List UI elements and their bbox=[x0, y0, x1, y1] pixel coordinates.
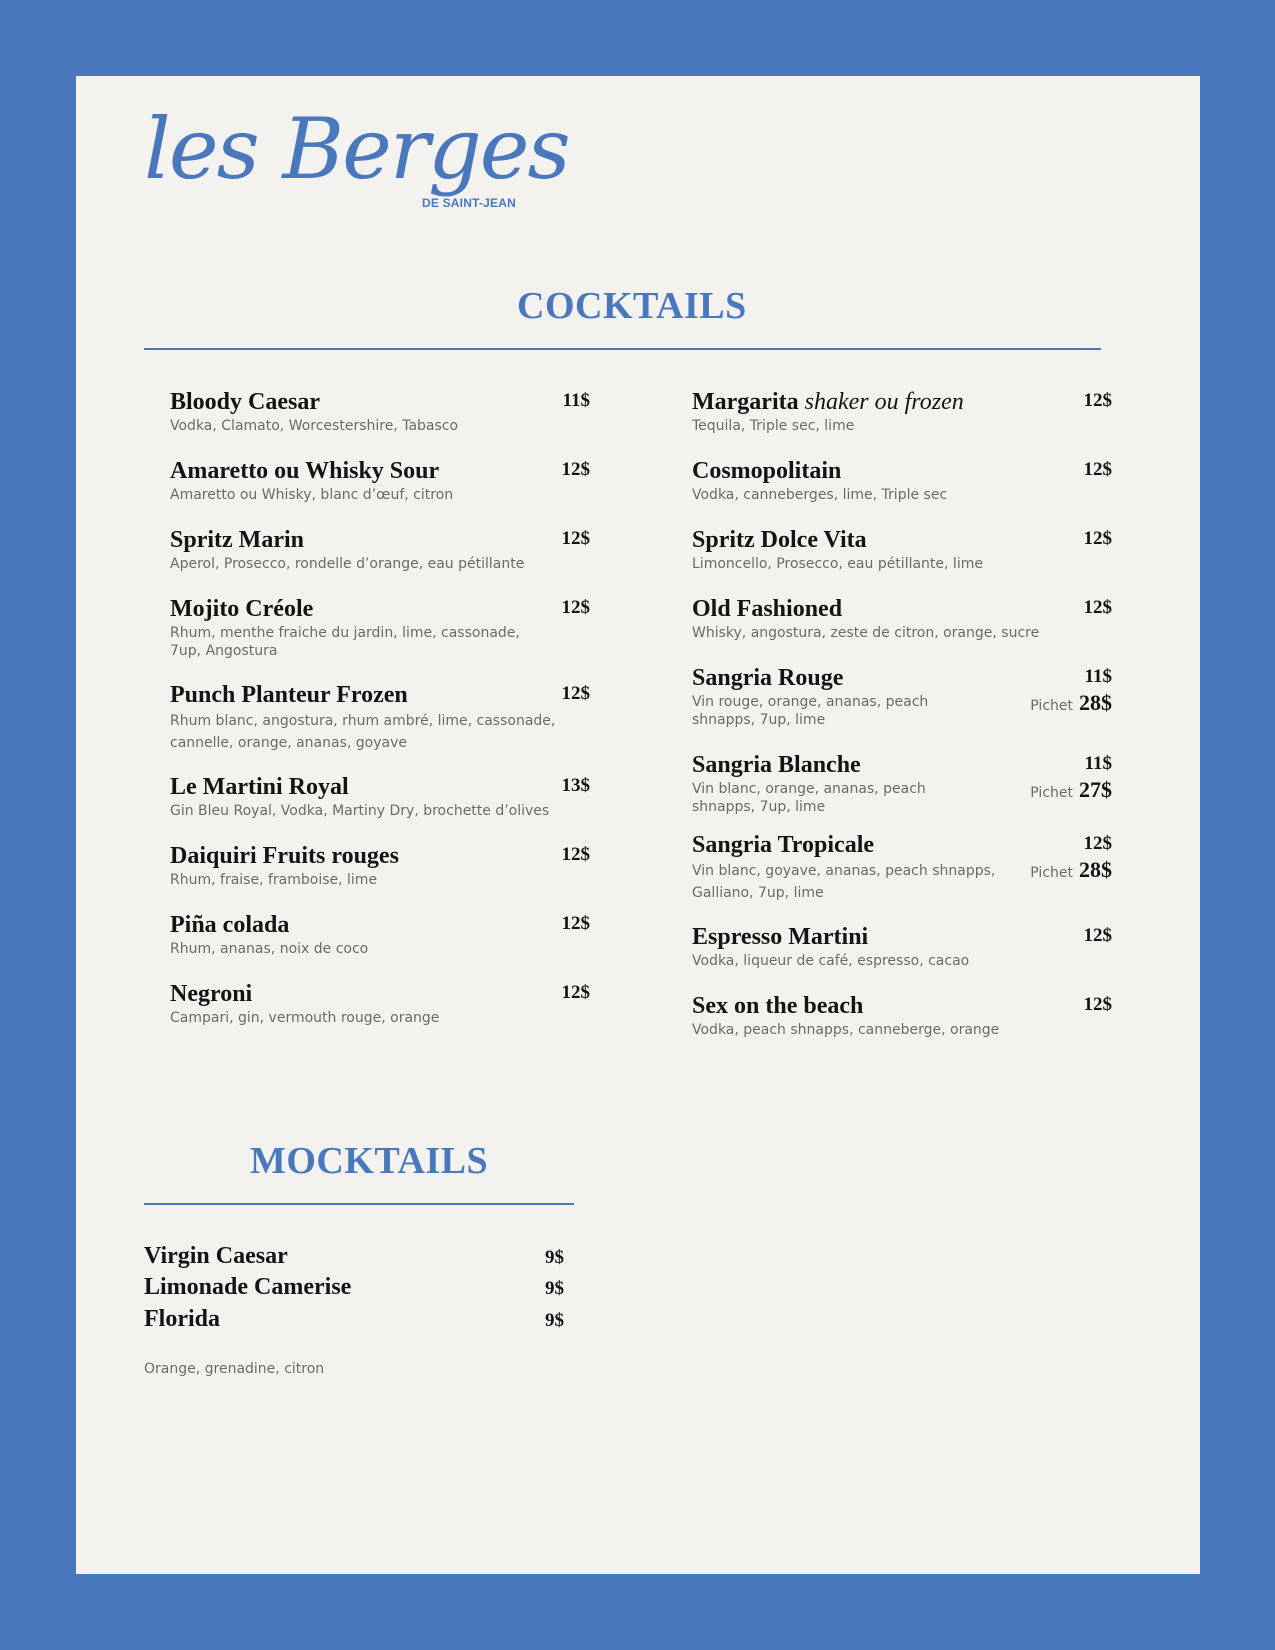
logo-script: les Berges bbox=[144, 100, 569, 198]
menu-item bbox=[170, 681, 590, 754]
item-description: Tequila, Triple sec, lime bbox=[692, 418, 855, 434]
menu-item bbox=[692, 831, 1112, 904]
menu-item bbox=[170, 911, 590, 958]
mocktail-item bbox=[144, 1243, 564, 1273]
pichet-price bbox=[1030, 690, 1112, 716]
item-price: 11$ bbox=[1084, 753, 1112, 774]
item-description: Rhum, ananas, noix de coco bbox=[170, 941, 369, 957]
logo-subtitle: DE SAINT-JEAN bbox=[422, 196, 516, 210]
item-name: Spritz Marin bbox=[170, 527, 304, 553]
item-price: 11$ bbox=[562, 390, 590, 411]
menu-item bbox=[692, 526, 1112, 573]
item-price: 12$ bbox=[1083, 925, 1112, 946]
item-price: 12$ bbox=[561, 528, 590, 549]
pichet-label: Pichet bbox=[1030, 698, 1073, 714]
item-description: Vin blanc, orange, ananas, peach shnapps, 7up, lime bbox=[692, 781, 926, 815]
item-description: Campari, gin, vermouth rouge, orange bbox=[170, 1010, 440, 1026]
menu-item bbox=[170, 842, 590, 889]
pichet-label: Pichet bbox=[1030, 865, 1073, 881]
item-description: Gin Bleu Royal, Vodka, Martiny Dry, brochette d’olives bbox=[170, 803, 550, 819]
item-price: 12$ bbox=[1083, 459, 1112, 480]
item-note: shaker ou frozen bbox=[804, 389, 964, 415]
menu-item bbox=[692, 457, 1112, 504]
item-name: Espresso Martini bbox=[692, 924, 869, 950]
pichet-label: Pichet bbox=[1030, 785, 1073, 801]
menu-item bbox=[170, 526, 590, 573]
item-name: Sangria Blanche bbox=[692, 752, 861, 778]
item-description: Vodka, Clamato, Worcestershire, Tabasco bbox=[170, 418, 459, 434]
item-price: 12$ bbox=[561, 683, 590, 704]
item-description: Rhum, fraise, framboise, lime bbox=[170, 872, 378, 888]
item-description: Amaretto ou Whisky, blanc d’œuf, citron bbox=[170, 487, 454, 503]
item-description: Rhum, menthe fraiche du jardin, lime, cassonade, 7up, Angostura bbox=[170, 625, 520, 659]
pichet-value: 27$ bbox=[1079, 777, 1112, 802]
menu-item bbox=[170, 457, 590, 504]
item-name: Sex on the beach bbox=[692, 993, 864, 1019]
item-name: Margarita bbox=[692, 389, 799, 415]
pichet-value: 28$ bbox=[1079, 857, 1112, 882]
menu-item bbox=[170, 388, 590, 435]
mocktail-item bbox=[144, 1274, 564, 1304]
item-price: 12$ bbox=[561, 913, 590, 934]
menu-item bbox=[170, 595, 590, 660]
menu-item bbox=[692, 992, 1112, 1039]
pichet-price bbox=[1030, 857, 1112, 883]
item-price: 9$ bbox=[545, 1247, 564, 1268]
item-name: Mojito Créole bbox=[170, 596, 314, 622]
menu-item bbox=[692, 388, 1112, 435]
item-name: Le Martini Royal bbox=[170, 774, 349, 800]
item-price: 12$ bbox=[561, 844, 590, 865]
item-description: Aperol, Prosecco, rondelle d’orange, eau pétillante bbox=[170, 556, 525, 572]
item-price: 12$ bbox=[1083, 994, 1112, 1015]
item-description: Rhum blanc, angostura, rhum ambré, lime, cassonade, cannelle, orange, ananas, goyave bbox=[170, 713, 556, 751]
menu-item bbox=[692, 595, 1112, 642]
item-description: Vodka, liqueur de café, espresso, cacao bbox=[692, 953, 970, 969]
item-name: Sangria Rouge bbox=[692, 665, 844, 691]
mocktail-note: Orange, grenadine, citron bbox=[144, 1361, 325, 1377]
mocktails-title: MOCKTAILS bbox=[250, 1140, 489, 1182]
item-price: 12$ bbox=[561, 597, 590, 618]
pichet-price bbox=[1030, 777, 1112, 803]
item-name: Limonade Camerise bbox=[144, 1274, 352, 1300]
item-name: Negroni bbox=[170, 981, 253, 1007]
cocktails-divider bbox=[144, 348, 1101, 350]
menu-item bbox=[692, 751, 1112, 816]
item-name: Punch Planteur Frozen bbox=[170, 682, 408, 708]
menu-page bbox=[76, 76, 1200, 1574]
pichet-value: 28$ bbox=[1079, 690, 1112, 715]
item-description: Whisky, angostura, zeste de citron, orange, sucre bbox=[692, 625, 1040, 641]
item-description: Vin blanc, goyave, ananas, peach shnapps, Galliano, 7up, lime bbox=[692, 863, 996, 901]
item-name: Florida bbox=[144, 1306, 220, 1332]
item-description: Vodka, canneberges, lime, Triple sec bbox=[692, 487, 948, 503]
item-price: 12$ bbox=[1083, 528, 1112, 549]
item-name: Amaretto ou Whisky Sour bbox=[170, 458, 440, 484]
item-description: Vin rouge, orange, ananas, peach shnapps, 7up, lime bbox=[692, 694, 929, 728]
item-name: Spritz Dolce Vita bbox=[692, 527, 867, 553]
mocktail-item bbox=[144, 1306, 564, 1336]
item-price: 12$ bbox=[561, 459, 590, 480]
item-price: 9$ bbox=[545, 1310, 564, 1331]
item-price: 12$ bbox=[1083, 597, 1112, 618]
mocktails-divider bbox=[144, 1203, 574, 1205]
item-price: 12$ bbox=[1083, 390, 1112, 411]
item-price: 12$ bbox=[561, 982, 590, 1003]
menu-item bbox=[170, 980, 590, 1027]
item-name: Daiquiri Fruits rouges bbox=[170, 843, 399, 869]
menu-item bbox=[170, 773, 590, 820]
item-name: Old Fashioned bbox=[692, 596, 843, 622]
item-price: 9$ bbox=[545, 1278, 564, 1299]
item-price: 12$ bbox=[1083, 833, 1112, 854]
item-price: 13$ bbox=[561, 775, 590, 796]
cocktails-title: COCKTAILS bbox=[517, 285, 747, 327]
item-description: Vodka, peach shnapps, canneberge, orange bbox=[692, 1022, 1000, 1038]
menu-item bbox=[692, 664, 1112, 729]
item-name: Piña colada bbox=[170, 912, 290, 938]
item-price: 11$ bbox=[1084, 666, 1112, 687]
item-name: Bloody Caesar bbox=[170, 389, 320, 415]
item-name: Cosmopolitain bbox=[692, 458, 842, 484]
item-name: Virgin Caesar bbox=[144, 1243, 288, 1269]
menu-item bbox=[692, 923, 1112, 970]
item-description: Limoncello, Prosecco, eau pétillante, lime bbox=[692, 556, 983, 572]
item-name: Sangria Tropicale bbox=[692, 832, 875, 858]
